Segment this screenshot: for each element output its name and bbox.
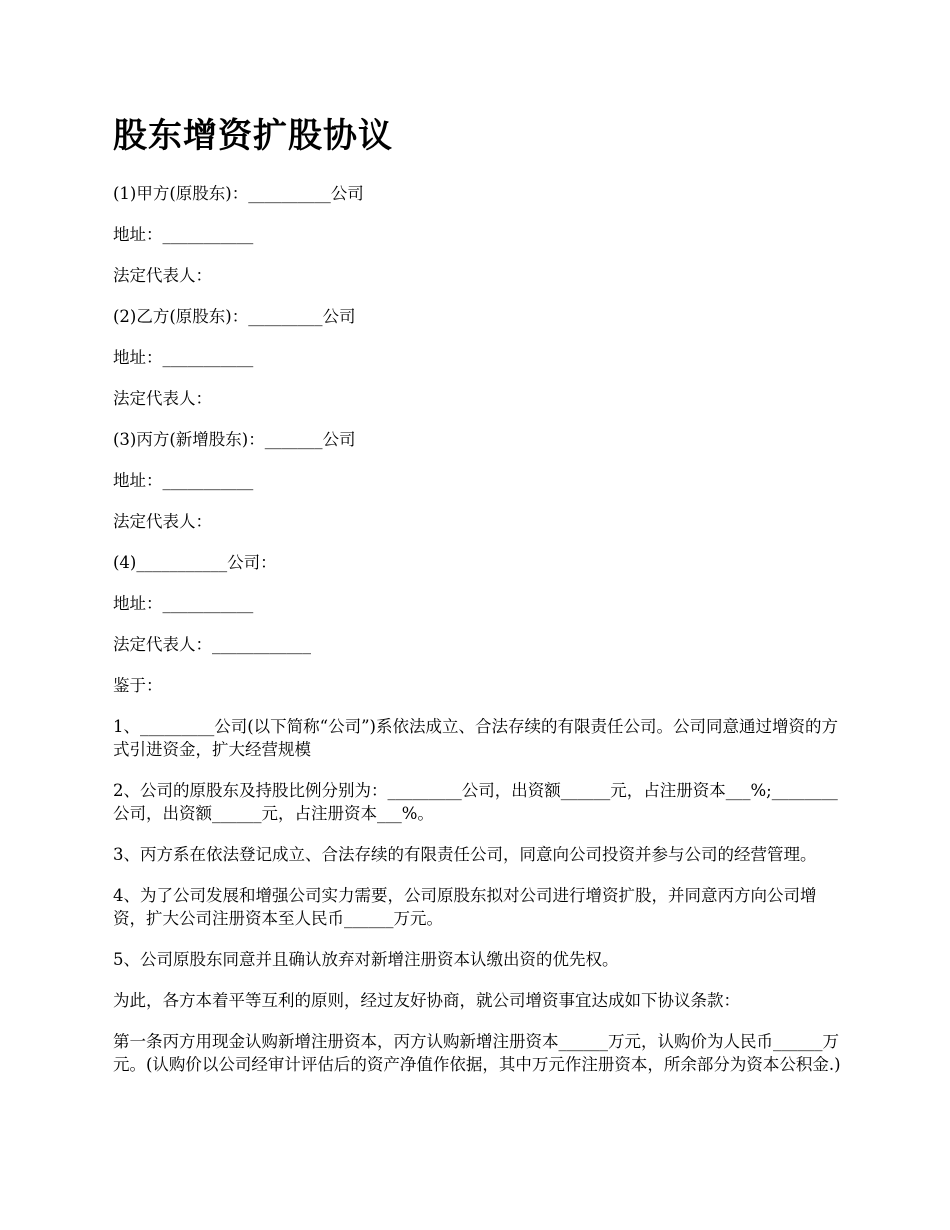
party-c-representative: 法定代表人： (113, 512, 212, 531)
whereas-heading: 鉴于： (113, 676, 163, 695)
party-b-address: 地址：___________ (113, 348, 254, 367)
party-c-name: (3)丙方(新增股东)：_______公司 (113, 430, 356, 449)
agreement-intro: 为此，各方本着平等互利的原则，经过友好协商，就公司增资事宜达成如下协议条款： (113, 991, 740, 1010)
clause-5: 5、公司原股东同意并且确认放弃对新增注册资本认缴出资的优先权。 (113, 950, 619, 969)
party-list (113, 182, 843, 697)
party-b-representative: 法定代表人： (113, 389, 212, 408)
clause-4: 4、为了公司发展和增强公司实力需要，公司原股东拟对公司进行增资扩股，并同意丙方向公司增资，扩大公司注册资本至人民币______万元。 (113, 886, 817, 928)
article-1: 第一条丙方用现金认购新增注册资本，丙方认购新增注册资本______万元，认购价为人民币______万元。(认购价以公司经审计评估后的资产净值作依据，其中万元作注册资本，所余部分为资本公积金.) (113, 1032, 841, 1074)
document-title: 股东增资扩股协议 (113, 116, 393, 156)
clause-list (113, 715, 843, 1076)
clause-1: 1、_________公司(以下简称“公司”)系依法成立、合法存续的有限责任公司。公司同意通过增资的方式引进资金，扩大经营规模 (113, 717, 838, 759)
party-c-address: 地址：___________ (113, 471, 254, 490)
party-a-representative: 法定代表人： (113, 266, 212, 285)
party-a-address: 地址：___________ (113, 225, 254, 244)
party-d-representative: 法定代表人：____________ (113, 635, 311, 654)
document-page (113, 110, 843, 1094)
party-a-name: (1)甲方(原股东)：__________公司 (113, 184, 364, 203)
clause-2: 2、公司的原股东及持股比例分别为：_________公司，出资额______元，占注册资本___%;________公司，出资额______元，占注册资本___%。 (113, 781, 838, 823)
clause-3: 3、丙方系在依法登记成立、合法存续的有限责任公司，同意向公司投资并参与公司的经营管理。 (113, 845, 817, 864)
party-d-name: (4)___________公司： (113, 553, 277, 572)
party-b-name: (2)乙方(原股东)：_________公司 (113, 307, 356, 326)
party-d-address: 地址：___________ (113, 594, 254, 613)
